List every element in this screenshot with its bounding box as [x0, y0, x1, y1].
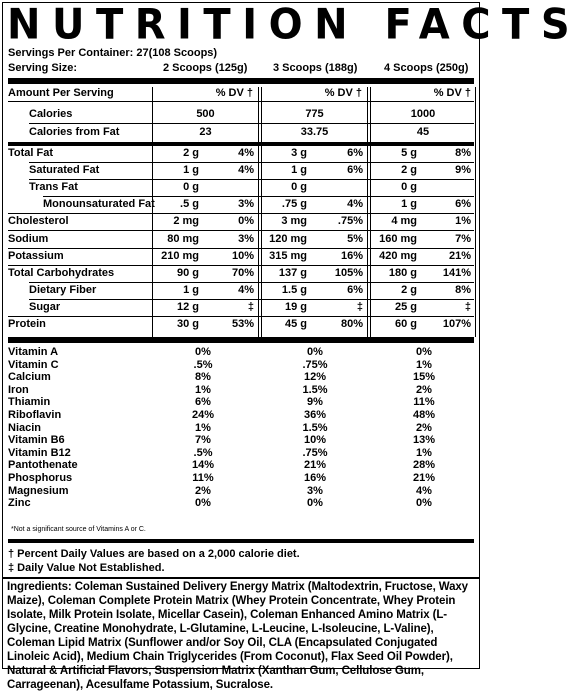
vitamin-label: Pantothenate	[8, 459, 78, 471]
nutrient-dv: 4%	[238, 147, 254, 159]
calories-value: 775	[305, 108, 324, 120]
nutrient-amount: .75 g	[281, 198, 307, 210]
calories-from-fat-value: 33.75	[300, 126, 329, 138]
nutrient-amount: 210 mg	[161, 250, 199, 262]
nutrient-amount: 2 g	[401, 164, 417, 176]
calories-value: 1000	[410, 108, 436, 120]
nutrient-amount: 1.5 g	[281, 284, 307, 296]
nutrient-dv: ‡	[247, 301, 254, 313]
nutrient-dv: 4%	[347, 198, 363, 210]
page-title: NUTRITION FACTS	[7, 0, 581, 50]
vitamin-value: 16%	[303, 472, 327, 484]
nutrient-dv: 4%	[238, 284, 254, 296]
nutrient-label: Protein	[8, 318, 46, 330]
vitamin-value: 7%	[195, 434, 211, 446]
nutrient-label: Trans Fat	[29, 181, 78, 193]
nutrient-dv: .75%	[337, 215, 363, 227]
not-significant-note: *Not a significant source of Vitamins A or C.	[11, 526, 146, 533]
vitamin-value: 2%	[416, 384, 432, 396]
dv-header: % DV †	[215, 87, 253, 99]
rule	[8, 230, 474, 231]
vitamin-label: Vitamin A	[8, 346, 59, 358]
vitamin-label: Phosphorus	[8, 472, 73, 484]
vitamin-value: 0%	[416, 346, 432, 358]
nutrition-label	[2, 0, 581, 691]
vitamin-value: 4%	[416, 485, 432, 497]
vitamin-value: 36%	[303, 409, 327, 421]
nutrient-amount: 120 mg	[269, 233, 307, 245]
dv-header: % DV †	[433, 87, 471, 99]
nutrient-label: Monounsaturated Fat	[43, 198, 155, 210]
nutrient-dv: 6%	[455, 198, 471, 210]
nutrient-label: Cholesterol	[8, 215, 69, 227]
nutrient-dv: 5%	[347, 233, 363, 245]
nutrient-label: Sugar	[29, 301, 61, 313]
vitamin-value: 21%	[412, 472, 436, 484]
vitamin-value: 11%	[413, 396, 435, 408]
vitamin-value: 48%	[412, 409, 436, 421]
nutrient-dv: 80%	[340, 318, 363, 330]
nutrient-amount: 12 g	[176, 301, 199, 313]
nutrient-amount: 25 g	[394, 301, 417, 313]
amount-per-serving: Amount Per Serving	[8, 87, 114, 99]
nutrient-amount: 80 mg	[167, 233, 199, 245]
nutrient-amount: 5 g	[401, 147, 417, 159]
rule	[29, 179, 474, 180]
vitamin-value: 10%	[303, 434, 327, 446]
vitamin-value: 2%	[195, 485, 211, 497]
vitamin-value: 24%	[191, 409, 215, 421]
nutrient-amount: 90 g	[176, 267, 199, 279]
rule	[8, 101, 474, 102]
nutrient-dv: ‡	[464, 301, 471, 313]
servings-per-container: Servings Per Container: 27(108 Scoops)	[8, 47, 218, 59]
vitamin-label: Niacin	[8, 422, 42, 434]
nutrient-dv: 6%	[347, 147, 363, 159]
rule	[29, 299, 474, 300]
nutrient-dv: 105%	[334, 267, 363, 279]
vitamin-value: 21%	[303, 459, 327, 471]
nutrient-amount: 160 mg	[379, 233, 417, 245]
vitamin-value: 0%	[195, 497, 211, 509]
rule	[8, 248, 474, 249]
vitamin-value: 0%	[195, 346, 211, 358]
vitamin-label: Riboflavin	[8, 409, 62, 421]
nutrient-dv: 21%	[448, 250, 471, 262]
nutrient-dv: 9%	[455, 164, 471, 176]
nutrient-dv: 141%	[442, 267, 471, 279]
nutrient-amount: 137 g	[278, 267, 307, 279]
nutrient-dv: 107%	[442, 318, 471, 330]
vitamin-value: .75%	[302, 447, 328, 459]
nutrient-dv: 7%	[455, 233, 471, 245]
nutrient-amount: 60 g	[394, 318, 417, 330]
nutrient-amount: 3 mg	[281, 215, 307, 227]
nutrient-dv: 70%	[231, 267, 254, 279]
vitamin-value: 12%	[303, 371, 327, 383]
rule	[8, 213, 474, 214]
nutrient-dv: 8%	[455, 147, 471, 159]
nutrient-label: Saturated Fat	[29, 164, 100, 176]
nutrient-amount: 2 g	[401, 284, 417, 296]
vitamin-value: 1%	[416, 359, 432, 371]
nutrient-label: Dietary Fiber	[29, 284, 97, 296]
nutrient-dv: ‡	[356, 301, 363, 313]
vitamin-value: 0%	[307, 497, 323, 509]
nutrient-amount: 1 g	[183, 284, 199, 296]
vitamin-value: .75%	[302, 359, 328, 371]
dv-header: % DV †	[324, 87, 362, 99]
medium-rule	[8, 539, 474, 543]
col-divider	[475, 87, 476, 337]
nutrient-amount: 1 g	[401, 198, 417, 210]
nutrient-dv: 16%	[340, 250, 363, 262]
calories-from-fat-value: 23	[199, 126, 212, 138]
serving-col-1: 2 Scoops (125g)	[163, 62, 248, 74]
footnote-na: ‡ Daily Value Not Established.	[8, 562, 165, 574]
calories-label: Calories	[29, 108, 73, 120]
nutrient-amount: 45 g	[284, 318, 307, 330]
nutrient-dv: 4%	[238, 164, 254, 176]
ingredients: Ingredients: Coleman Sustained Delivery Energy Matrix (Maltodextrin, Fructose, Waxy Maize), Coleman Complete Protein Matrix (Whey Protein Concentrate, Whey Protein Isolate, Milk Protein Isolate, Micellar Casein), Coleman Enhanced Amino Matrix (L-Glycine, Creatine Monohydrate, L-Glutamine, L-Leucine, L-Isoleucine, L-Valine), Coleman Lipid Matrix (Sunflower and/or Soy Oil, CLA (Encapsulated Conjugated Linoleic Acid), Medium Chain Triglycerides (From Coconut), Flax Seed Oil Powder), Natural & Artificial Flavors, Suspension Matrix (Xanthan Gum, Cellulose Gum, Carrageenan), Acesulfame Potassium, Sucralose.	[7, 581, 468, 691]
footnote-dv: † Percent Daily Values are based on a 2,000 calorie diet.	[8, 548, 300, 560]
nutrient-label: Sodium	[8, 233, 49, 245]
vitamin-label: Thiamin	[8, 396, 51, 408]
nutrient-dv: 6%	[347, 284, 363, 296]
rule	[8, 265, 474, 266]
vitamin-label: Vitamin B12	[8, 447, 71, 459]
vitamin-label: Iron	[8, 384, 29, 396]
nutrient-dv: 6%	[347, 164, 363, 176]
nutrient-amount: 420 mg	[379, 250, 417, 262]
vitamin-label: Calcium	[8, 371, 51, 383]
nutrient-dv: 1%	[455, 215, 471, 227]
nutrient-amount: 315 mg	[269, 250, 307, 262]
nutrient-amount: 1 g	[291, 164, 307, 176]
nutrient-amount: 1 g	[183, 164, 199, 176]
vitamin-label: Zinc	[8, 497, 31, 509]
vitamin-value: 0%	[416, 497, 432, 509]
nutrient-amount: 180 g	[388, 267, 417, 279]
nutrient-amount: 3 g	[291, 147, 307, 159]
nutrient-dv: 8%	[455, 284, 471, 296]
thick-rule	[8, 78, 474, 84]
serving-size-label: Serving Size:	[8, 62, 78, 74]
vitamin-value: .5%	[193, 447, 213, 459]
vitamin-value: 1.5%	[302, 422, 328, 434]
calories-value: 500	[196, 108, 215, 120]
rule	[8, 316, 474, 317]
vitamin-value: 28%	[412, 459, 436, 471]
nutrient-label: Total Fat	[8, 147, 54, 159]
nutrient-amount: 0 g	[291, 181, 307, 193]
vitamin-label: Vitamin B6	[8, 434, 65, 446]
rule	[29, 162, 474, 163]
serving-col-2: 3 Scoops (188g)	[273, 62, 358, 74]
vitamin-value: 6%	[195, 396, 211, 408]
nutrient-amount: 19 g	[284, 301, 307, 313]
vitamin-value: 1%	[416, 447, 432, 459]
vitamin-value: 14%	[191, 459, 215, 471]
vitamin-value: 15%	[412, 371, 436, 383]
nutrient-amount: .5 g	[180, 198, 199, 210]
vitamin-value: 9%	[307, 396, 323, 408]
rule	[3, 577, 479, 579]
nutrient-dv: 3%	[238, 198, 254, 210]
vitamin-value: 13%	[412, 434, 436, 446]
nutrient-label: Total Carbohydrates	[8, 267, 115, 279]
medium-rule	[8, 142, 474, 146]
vitamin-value: 1%	[195, 422, 211, 434]
calories-from-fat-label: Calories from Fat	[29, 126, 120, 138]
vitamin-label: Magnesium	[8, 485, 69, 497]
nutrient-amount: 30 g	[176, 318, 199, 330]
nutrient-amount: 2 mg	[173, 215, 199, 227]
vitamin-label: Vitamin C	[8, 359, 59, 371]
nutrient-amount: 0 g	[401, 181, 417, 193]
nutrient-amount: 4 mg	[391, 215, 417, 227]
rule	[43, 196, 474, 197]
nutrient-label: Potassium	[8, 250, 64, 262]
vitamin-value: 1.5%	[302, 384, 328, 396]
vitamin-value: 3%	[307, 485, 323, 497]
rule	[29, 123, 474, 124]
vitamin-value: 2%	[416, 422, 432, 434]
thick-rule	[8, 337, 474, 343]
nutrient-amount: 0 g	[183, 181, 199, 193]
vitamin-value: 8%	[195, 371, 211, 383]
nutrient-dv: 0%	[238, 215, 254, 227]
rule	[29, 282, 474, 283]
serving-col-3: 4 Scoops (250g)	[384, 62, 469, 74]
vitamin-value: 11%	[192, 472, 214, 484]
vitamin-value: .5%	[193, 359, 213, 371]
nutrient-amount: 2 g	[183, 147, 199, 159]
nutrient-dv: 53%	[231, 318, 254, 330]
nutrient-dv: 3%	[238, 233, 254, 245]
calories-from-fat-value: 45	[416, 126, 430, 138]
vitamin-value: 1%	[195, 384, 211, 396]
vitamin-value: 0%	[307, 346, 323, 358]
nutrient-dv: 10%	[231, 250, 254, 262]
